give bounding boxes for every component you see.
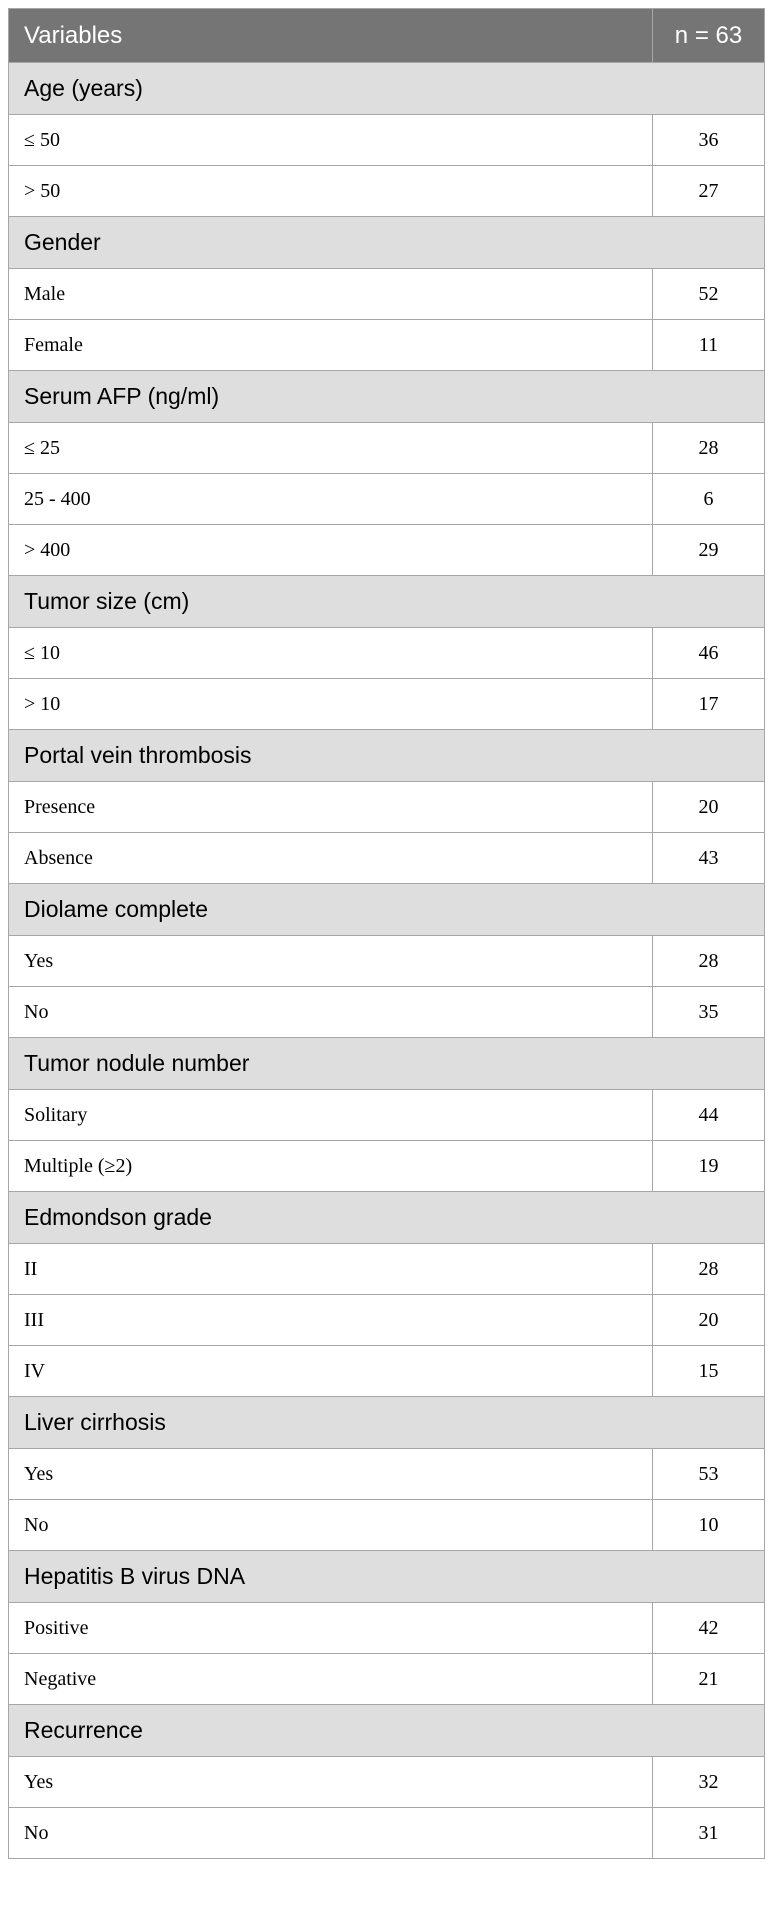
table-row: [9, 269, 765, 320]
table-row: [9, 1346, 765, 1397]
section-header-row: [9, 1038, 765, 1090]
table-row: [9, 987, 765, 1038]
row-value: 27: [653, 166, 765, 217]
table-row: [9, 474, 765, 525]
section-title: Edmondson grade: [9, 1192, 765, 1244]
row-value: 31: [653, 1808, 765, 1859]
row-value: 42: [653, 1603, 765, 1654]
row-label: ≤ 10: [9, 628, 653, 679]
row-value: 20: [653, 1295, 765, 1346]
row-value: 44: [653, 1090, 765, 1141]
table-row: [9, 1654, 765, 1705]
section-header-row: [9, 576, 765, 628]
row-label: 25 - 400: [9, 474, 653, 525]
row-value: 53: [653, 1449, 765, 1500]
row-label: > 10: [9, 679, 653, 730]
row-value: 21: [653, 1654, 765, 1705]
row-value: 52: [653, 269, 765, 320]
row-value: 15: [653, 1346, 765, 1397]
row-label: IV: [9, 1346, 653, 1397]
row-label: Yes: [9, 936, 653, 987]
section-title: Liver cirrhosis: [9, 1397, 765, 1449]
section-title: Age (years): [9, 63, 765, 115]
section-header-row: [9, 371, 765, 423]
table-row: [9, 936, 765, 987]
section-title: Serum AFP (ng/ml): [9, 371, 765, 423]
row-label: III: [9, 1295, 653, 1346]
row-label: Multiple (≥2): [9, 1141, 653, 1192]
table-row: [9, 1449, 765, 1500]
section-header-row: [9, 63, 765, 115]
row-label: Yes: [9, 1757, 653, 1808]
variables-column-header: Variables: [9, 9, 653, 63]
section-header-row: [9, 1551, 765, 1603]
row-label: > 400: [9, 525, 653, 576]
table-row: [9, 833, 765, 884]
row-value: 35: [653, 987, 765, 1038]
row-label: No: [9, 987, 653, 1038]
clinical-characteristics-table-container: [8, 8, 764, 1859]
row-value: 10: [653, 1500, 765, 1551]
row-value: 28: [653, 936, 765, 987]
table-row: [9, 1808, 765, 1859]
row-value: 43: [653, 833, 765, 884]
table-row: [9, 782, 765, 833]
row-value: 11: [653, 320, 765, 371]
table-row: [9, 1757, 765, 1808]
section-header-row: [9, 1705, 765, 1757]
row-label: Solitary: [9, 1090, 653, 1141]
table-row: [9, 525, 765, 576]
row-value: 28: [653, 1244, 765, 1295]
section-title: Portal vein thrombosis: [9, 730, 765, 782]
row-label: Positive: [9, 1603, 653, 1654]
table-row: [9, 423, 765, 474]
row-label: No: [9, 1500, 653, 1551]
table-row: [9, 320, 765, 371]
section-title: Recurrence: [9, 1705, 765, 1757]
section-header-row: [9, 1397, 765, 1449]
table-row: [9, 1090, 765, 1141]
row-label: ≤ 50: [9, 115, 653, 166]
row-label: No: [9, 1808, 653, 1859]
row-label: > 50: [9, 166, 653, 217]
row-value: 20: [653, 782, 765, 833]
clinical-characteristics-table: [8, 8, 765, 1859]
section-header-row: [9, 217, 765, 269]
table-row: [9, 1141, 765, 1192]
row-value: 32: [653, 1757, 765, 1808]
table-body: [9, 63, 765, 1859]
table-row: [9, 166, 765, 217]
row-label: Yes: [9, 1449, 653, 1500]
row-value: 6: [653, 474, 765, 525]
section-title: Hepatitis B virus DNA: [9, 1551, 765, 1603]
table-header-row: [9, 9, 765, 63]
table-row: [9, 1603, 765, 1654]
row-value: 28: [653, 423, 765, 474]
section-header-row: [9, 730, 765, 782]
row-value: 29: [653, 525, 765, 576]
row-label: Absence: [9, 833, 653, 884]
table-row: [9, 1244, 765, 1295]
row-label: Female: [9, 320, 653, 371]
row-label: Negative: [9, 1654, 653, 1705]
table-row: [9, 1500, 765, 1551]
row-label: II: [9, 1244, 653, 1295]
row-value: 36: [653, 115, 765, 166]
section-title: Gender: [9, 217, 765, 269]
table-row: [9, 115, 765, 166]
row-label: Presence: [9, 782, 653, 833]
row-label: ≤ 25: [9, 423, 653, 474]
section-title: Tumor nodule number: [9, 1038, 765, 1090]
n-column-header: n = 63: [653, 9, 765, 63]
table-row: [9, 679, 765, 730]
row-value: 17: [653, 679, 765, 730]
section-header-row: [9, 884, 765, 936]
table-row: [9, 1295, 765, 1346]
row-label: Male: [9, 269, 653, 320]
row-value: 19: [653, 1141, 765, 1192]
row-value: 46: [653, 628, 765, 679]
table-row: [9, 628, 765, 679]
section-title: Diolame complete: [9, 884, 765, 936]
section-title: Tumor size (cm): [9, 576, 765, 628]
section-header-row: [9, 1192, 765, 1244]
